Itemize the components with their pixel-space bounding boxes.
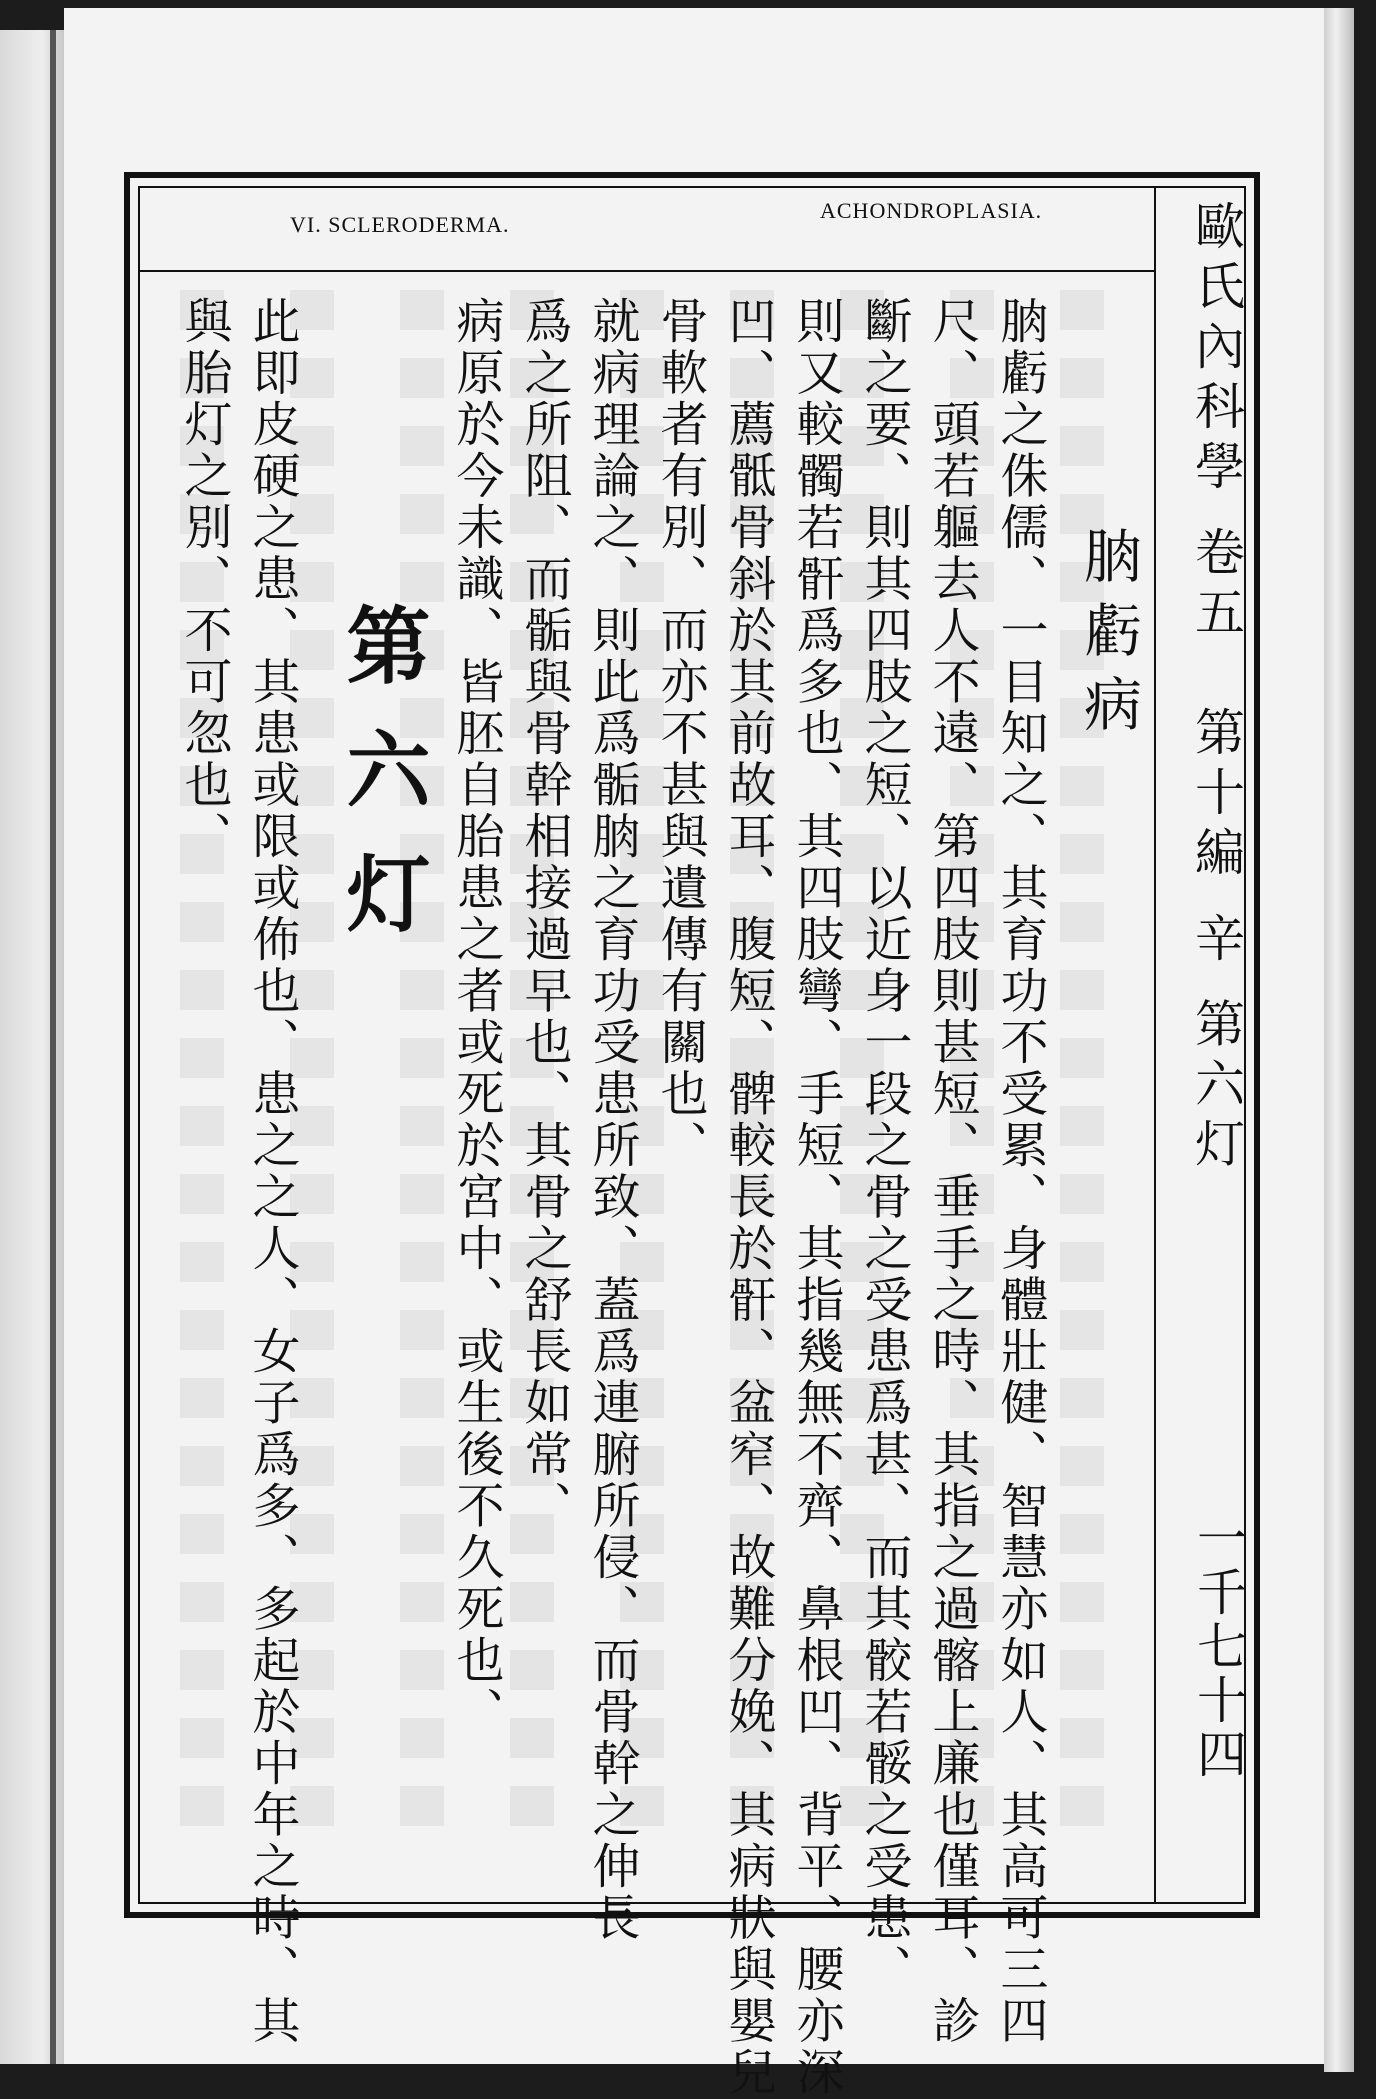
side-margin-title: 歐氏內科學 卷五 第十編 辛 第六灯 xyxy=(1187,200,1245,1178)
text-column: 爲之所阻、而骺與骨幹相接過早也、其骨之舒長如常、 xyxy=(516,296,572,1532)
text-column: 則又較髑若骭爲多也、其四肢彎、手短、其指幾無不齊、鼻根凹、背平、腰亦深 xyxy=(788,296,844,2099)
running-head-right: ACHONDROPLASIA. xyxy=(820,198,1043,223)
text-column: 骨軟者有別、而亦不甚與遺傳有關也、 xyxy=(652,296,708,1172)
text-column: 病原於今未識、皆胚自胎患之者或死於宮中、或生後不久死也、 xyxy=(448,296,504,1738)
page-number: 一千七十四 xyxy=(1189,1512,1247,1782)
text-column: 就病理論之、則此爲骺朒之育功受患所致、蓋爲連腑所侵、而骨幹之伸長 xyxy=(584,296,640,1944)
text-column: 尺、頭若軀去人不遠、第四肢則甚短、垂手之時、其指之過髂上廉也僅耳、診 xyxy=(924,296,980,2047)
running-head-left: VI. SCLERODERMA. xyxy=(290,212,510,237)
adjacent-page-edge xyxy=(0,30,70,2064)
text-column: 斷之要、則其四肢之短、以近身一段之骨之受患爲甚、而其骹若骽之受患、 xyxy=(856,296,912,1996)
text-column: 朒虧之侏儒、一目知之、其育功不受累、身體壯健、智慧亦如人、其高可三四 xyxy=(992,296,1048,2047)
side-margin-rule xyxy=(1154,186,1156,1904)
text-column: 凹、薦骶骨斜於其前故耳、腹短、髀較長於骭、盆窄、故難分娩、其病狀與嬰兒 xyxy=(720,296,776,2099)
text-column: 與胎灯之別、不可忽也、 xyxy=(176,296,232,863)
text-column: 此即皮硬之患、其患或限或佈也、患之之人、女子爲多、多起於中年之時、其 xyxy=(244,296,300,2047)
header-rule xyxy=(138,270,1154,272)
section-title: 朒虧病 xyxy=(1074,526,1142,748)
chapter-heading: 第六灯 xyxy=(333,602,432,974)
page-right-edge xyxy=(1324,8,1354,2072)
page-gutter-shadow xyxy=(50,30,56,2064)
